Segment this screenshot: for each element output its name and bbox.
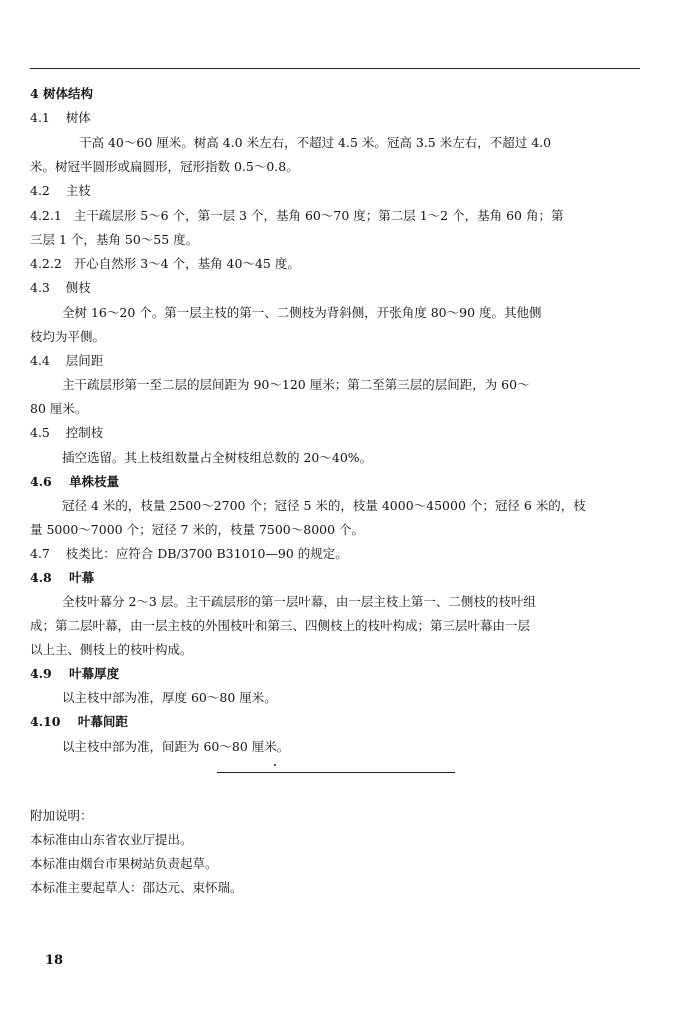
item-4-7-line-1 xyxy=(30,546,348,562)
item-text: 枝类比：应符合 DB/3700 B31010—90 的规定。 xyxy=(65,546,348,561)
item-4-10-heading xyxy=(30,714,128,730)
item-number: 4.2 xyxy=(30,183,50,198)
item-4-5-heading xyxy=(30,425,103,441)
item-4-4-line-1: 主干疏层形第一至二层的层间距为 90～120 厘米；第二至第三层的层间距，为 60～ xyxy=(62,377,530,392)
item-4-3-heading xyxy=(30,280,91,296)
item-text: 开心自然形 3～4 个，基角 40～45 度。 xyxy=(73,256,300,271)
item-4-8-line-1: 全枝叶幕分 2～3 层。主干疏层形的第一层叶幕，由一层主枝上第一、二侧枝的枝叶组 xyxy=(62,594,536,609)
item-4-3-line-1: 全树 16～20 个。第一层主枝的第一、二侧枝为背斜侧，开张角度 80～90 度。其他侧 xyxy=(62,305,542,320)
item-title: 单株枝量 xyxy=(69,474,120,489)
item-title: 叶幕厚度 xyxy=(69,666,120,681)
top-rule xyxy=(30,68,640,69)
item-number: 4.6 xyxy=(30,474,52,489)
item-4-2-1-line-1 xyxy=(30,208,563,224)
item-4-6-line-2: 量 5000～7000 个；冠径 7 米的，枝量 7500～8000 个。 xyxy=(30,522,365,537)
item-title: 主枝 xyxy=(65,183,91,198)
note-label: 附加说明： xyxy=(30,808,93,823)
item-4-1-line-1: 干高 40～60 厘米。树高 4.0 米左右，不超过 4.5 米。冠高 3.5 米左右，不超过 4.0 xyxy=(79,135,552,150)
item-4-9-line-1: 以主枝中部为准，厚度 60～80 厘米。 xyxy=(62,690,277,705)
item-4-2-1-line-2: 三层 1 个，基角 50～55 度。 xyxy=(30,232,199,247)
item-number: 4.4 xyxy=(30,353,50,368)
item-number: 4.8 xyxy=(30,570,52,585)
item-4-1-line-2: 米。树冠半圆形或扁圆形，冠形指数 0.5～0.8。 xyxy=(30,159,299,174)
rule-dot xyxy=(274,764,276,766)
item-number: 4.2.1 xyxy=(30,208,62,223)
item-4-2-2-line-1 xyxy=(30,256,300,272)
item-4-8-line-3: 以上主、侧枝上的枝叶构成。 xyxy=(30,642,193,657)
item-4-10-line-1: 以主枝中部为准，间距为 60～80 厘米。 xyxy=(62,739,290,754)
item-4-6-heading xyxy=(30,474,119,490)
item-title: 叶幕间距 xyxy=(77,714,128,729)
item-number: 4.10 xyxy=(30,714,61,729)
item-number: 4.3 xyxy=(30,280,50,295)
item-4-9-heading xyxy=(30,666,119,682)
item-4-4-heading xyxy=(30,353,103,369)
item-4-5-line-1: 插空选留。其上枝组数量占全树枝组总数的 20～40%。 xyxy=(62,450,373,465)
section-heading: 4 树体结构 xyxy=(30,86,94,101)
item-4-4-line-2: 80 厘米。 xyxy=(30,401,88,416)
item-4-2-heading xyxy=(30,183,91,199)
page-number: 18 xyxy=(45,953,64,968)
item-4-8-heading xyxy=(30,570,94,586)
item-title: 层间距 xyxy=(65,353,104,368)
item-4-1-heading xyxy=(30,110,91,126)
end-rule xyxy=(217,772,455,773)
item-number: 4.2.2 xyxy=(30,256,62,271)
item-text: 主干疏层形 5～6 个，第一层 3 个，基角 60～70 度；第二层 1～2 个，基角 60 角；第 xyxy=(73,208,564,223)
item-4-3-line-2: 枝均为平侧。 xyxy=(30,329,106,344)
item-title: 叶幕 xyxy=(69,570,95,585)
note-line-3: 本标准主要起草人：邵达元、束怀瑞。 xyxy=(30,880,243,895)
item-4-6-line-1: 冠径 4 米的，枝量 2500～2700 个；冠径 5 米的，枝量 4000～45000 个；冠径 6 米的，枝 xyxy=(62,498,586,513)
item-number: 4.7 xyxy=(30,546,50,561)
item-number: 4.9 xyxy=(30,666,52,681)
item-4-8-line-2: 成；第二层叶幕，由一层主枝的外围枝叶和第三、四侧枝上的枝叶构成；第三层叶幕由一层 xyxy=(30,618,531,633)
note-line-1: 本标准由山东省农业厅提出。 xyxy=(30,832,193,847)
item-number: 4.1 xyxy=(30,110,50,125)
item-title: 树体 xyxy=(65,110,91,125)
item-title: 侧枝 xyxy=(65,280,91,295)
item-title: 控制枝 xyxy=(65,425,104,440)
item-number: 4.5 xyxy=(30,425,50,440)
note-line-2: 本标准由烟台市果树站负责起草。 xyxy=(30,856,218,871)
